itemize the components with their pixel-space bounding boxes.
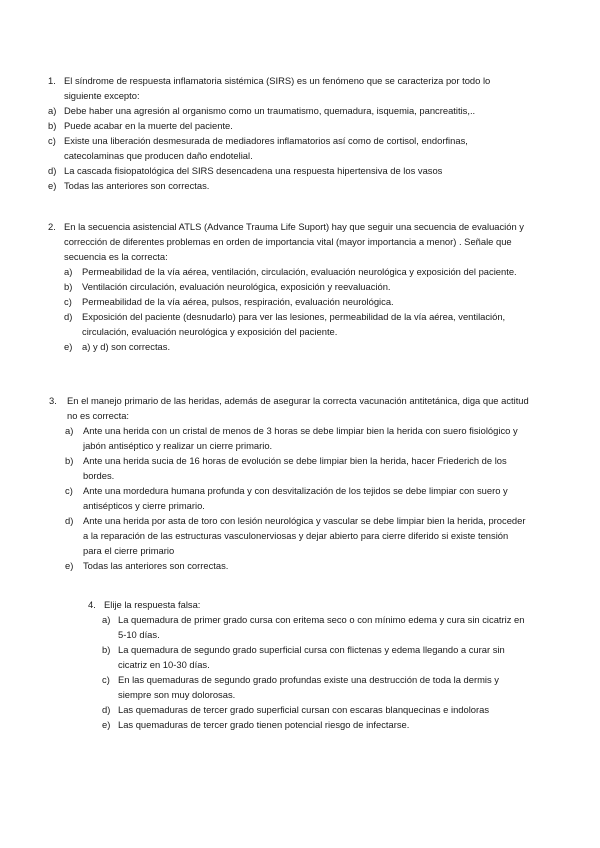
option-e (65, 558, 529, 573)
question-text: El síndrome de respuesta inflamatoria sistémica (SIRS) es un fenómeno que se caracteriza por todo lo siguiente excepto: (64, 75, 491, 101)
option-c (102, 672, 528, 702)
option-text: La cascada fisiopatológica del SIRS desencadena una respuesta hipertensiva de los vasos (64, 165, 443, 176)
option-text: Exposición del paciente (desnudarlo) para ver las lesiones, permeabilidad de la vía aérea, ventilación, circulación, evaluación neurológica y exposición del paciente. (82, 311, 506, 337)
option-d (102, 702, 528, 717)
option-text: La quemadura de primer grado cursa con eritema seco o con mínimo edema y cura sin cicatriz en 5-10 días. (118, 614, 525, 640)
option-text: Existe una liberación desmesurada de mediadores inflamatorios así como de cortisol, endorfinas, catecolaminas que producen daño endotelial. (64, 135, 468, 161)
option-text: Las quemaduras de tercer grado superficial cursan con escaras blanquecinas e indoloras (118, 704, 490, 715)
option-label: c) (65, 485, 73, 496)
question-stem (88, 597, 528, 612)
option-e (102, 717, 528, 732)
option-label: c) (48, 135, 56, 146)
option-label: c) (64, 296, 72, 307)
option-label: d) (48, 165, 57, 176)
option-label: b) (65, 455, 74, 466)
option-label: b) (102, 644, 111, 655)
option-text: Puede acabar en la muerte del paciente. (64, 120, 233, 131)
option-a (48, 103, 530, 118)
option-text: Permeabilidad de la vía aérea, ventilación, circulación, evaluación neurológica y exposición del paciente. (82, 266, 517, 277)
option-b (48, 118, 530, 133)
option-c (65, 483, 529, 513)
options-list (64, 264, 526, 354)
option-label: d) (65, 515, 74, 526)
option-text: a) y d) son correctas. (82, 341, 171, 352)
option-label: c) (102, 674, 110, 685)
options-list (102, 612, 528, 732)
question-3 (49, 393, 529, 573)
options-list (65, 423, 529, 573)
option-label: e) (64, 341, 73, 352)
option-d (65, 513, 529, 558)
question-text: En la secuencia asistencial ATLS (Advance Trauma Life Suport) hay que seguir una secuencia de evaluación y corrección de diferentes problemas en orden de importancia vital (mayor importancia a menor) . Señale que secuencia es la correcta: (64, 221, 524, 262)
option-text: Ante una mordedura humana profunda y con desvitalización de los tejidos se debe limpiar con suero y antisépticos y cierre primario. (83, 485, 508, 511)
question-number: 3. (49, 395, 57, 406)
option-d (64, 309, 526, 339)
option-label: d) (64, 311, 73, 322)
option-c (64, 294, 526, 309)
option-label: a) (48, 105, 57, 116)
option-label: a) (65, 425, 74, 436)
question-number: 1. (48, 75, 56, 86)
option-text: Ventilación circulación, evaluación neurológica, exposición y reevaluación. (82, 281, 391, 292)
option-text: Todas las anteriores son correctas. (83, 560, 229, 571)
option-label: a) (102, 614, 111, 625)
option-label: e) (65, 560, 74, 571)
question-number: 4. (88, 599, 96, 610)
option-label: b) (64, 281, 73, 292)
question-stem (48, 73, 530, 103)
option-d (48, 163, 530, 178)
question-1 (48, 73, 530, 193)
question-stem (48, 219, 526, 264)
question-text: En el manejo primario de las heridas, además de asegurar la correcta vacunación antitetánica, diga que actitud no es correcta: (67, 395, 529, 421)
option-text: Debe haber una agresión al organismo como un traumatismo, quemadura, isquemia, pancreatitis,.. (64, 105, 476, 116)
question-stem (49, 393, 529, 423)
option-text: Permeabilidad de la vía aérea, pulsos, respiración, evaluación neurológica. (82, 296, 394, 307)
option-e (48, 178, 530, 193)
option-label: e) (102, 719, 111, 730)
options-list (48, 103, 530, 193)
option-label: b) (48, 120, 57, 131)
option-a (65, 423, 529, 453)
option-a (64, 264, 526, 279)
option-text: Ante una herida con un cristal de menos de 3 horas se debe limpiar bien la herida con suero fisiológico y jabón antiséptico y realizar un cierre primario. (83, 425, 518, 451)
option-b (102, 642, 528, 672)
question-2 (48, 219, 526, 354)
option-e (64, 339, 526, 354)
option-text: Las quemaduras de tercer grado tienen potencial riesgo de infectarse. (118, 719, 410, 730)
question-number: 2. (48, 221, 56, 232)
option-text: Ante una herida sucia de 16 horas de evolución se debe limpiar bien la herida, hacer Friederich de los bordes. (83, 455, 507, 481)
option-label: e) (48, 180, 57, 191)
option-b (64, 279, 526, 294)
option-c (48, 133, 530, 163)
option-label: a) (64, 266, 73, 277)
question-4 (88, 597, 528, 732)
option-text: En las quemaduras de segundo grado profundas existe una destrucción de toda la dermis y siempre son muy dolorosas. (118, 674, 499, 700)
option-text: Ante una herida por asta de toro con lesión neurológica y vascular se debe limpiar bien la herida, proceder a la reparación de las estructuras vasculonerviosas y dejar abierto para cierre diferido si existe tensión para el cierre primario (83, 515, 526, 556)
option-label: d) (102, 704, 111, 715)
question-text: Elije la respuesta falsa: (104, 599, 201, 610)
option-text: Todas las anteriores son correctas. (64, 180, 210, 191)
option-a (102, 612, 528, 642)
option-b (65, 453, 529, 483)
option-text: La quemadura de segundo grado superficial cursa con flictenas y edema llegando a curar sin cicatriz en 10-30 días. (118, 644, 505, 670)
